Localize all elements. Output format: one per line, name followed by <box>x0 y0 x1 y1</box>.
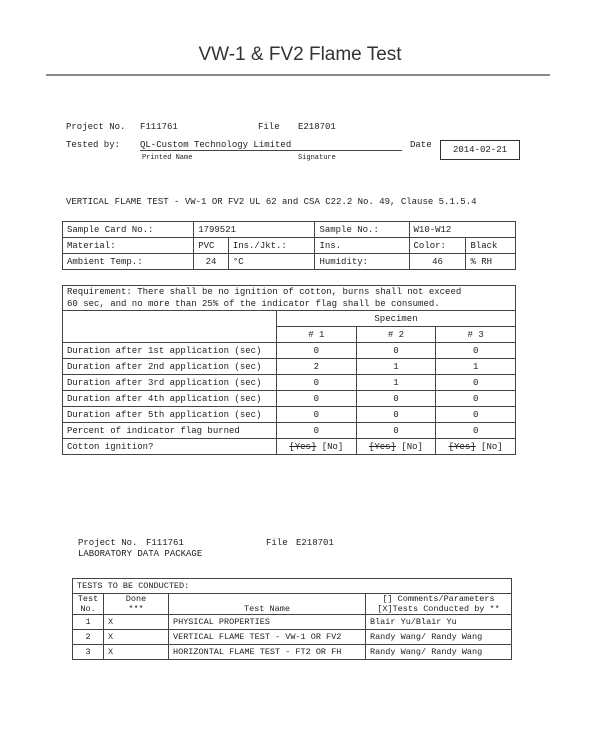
specimen-value: 0 <box>436 391 516 407</box>
row-label: Duration after 1st application (sec) <box>63 343 277 359</box>
test-heading: VERTICAL FLAME TEST - VW-1 OR FV2 UL 62 and CSA C22.2 No. 49, Clause 5.1.5.4 <box>66 197 477 207</box>
test-name: VERTICAL FLAME TEST - VW-1 OR FV2 <box>169 630 366 645</box>
cotton-cell-3 <box>436 439 516 455</box>
specimen-value: 0 <box>356 391 436 407</box>
row-label: Duration after 3rd application (sec) <box>63 375 277 391</box>
row-label: Duration after 5th application (sec) <box>63 407 277 423</box>
cotton-label: Cotton ignition? <box>63 439 277 455</box>
col-header-3: # 3 <box>436 327 516 343</box>
ins-value: Ins. <box>315 238 409 254</box>
specimen-value: 0 <box>277 391 357 407</box>
test-done: X <box>104 630 169 645</box>
cotton-yes-1: [Yes] <box>289 441 317 452</box>
ins-label: Ins./Jkt.: <box>228 238 315 254</box>
specimen-value: 1 <box>356 375 436 391</box>
col-header-2: # 2 <box>356 327 436 343</box>
test-row <box>73 615 512 630</box>
cotton-no-2: [No] <box>401 441 423 452</box>
specimen-value: 1 <box>436 359 516 375</box>
cotton-no-1: [No] <box>321 441 344 452</box>
result-row <box>63 407 516 423</box>
result-row <box>63 359 516 375</box>
tests-table <box>72 578 512 660</box>
result-row <box>63 391 516 407</box>
cotton-yes-3: [Yes] <box>448 441 476 452</box>
test-conducted-by: Randy Wang/ Randy Wang <box>365 645 511 660</box>
title-divider <box>46 74 550 76</box>
specimen-value: 0 <box>356 423 436 439</box>
specimen-value: 2 <box>277 359 357 375</box>
page-title: VW-1 & FV2 Flame Test <box>198 44 402 65</box>
humidity-value: 46 <box>409 254 466 270</box>
test-no: 2 <box>73 630 104 645</box>
comments-header: [] Comments/Parameters [X]Tests Conducted by ** <box>365 594 511 615</box>
specimen-value: 0 <box>436 343 516 359</box>
specimen-value: 0 <box>436 423 516 439</box>
lab-file-label: File <box>266 538 288 548</box>
ambient-value: 24 <box>194 254 229 270</box>
test-no: 1 <box>73 615 104 630</box>
lab-project-label: Project No. <box>78 538 138 548</box>
tested-by-value: QL-Custom Technology Limited <box>140 140 402 151</box>
printed-name-caption: Printed Name <box>142 154 193 162</box>
cotton-yes-2: [Yes] <box>368 441 396 452</box>
cotton-cell-2 <box>356 439 436 455</box>
project-label: Project No. <box>66 122 126 132</box>
card-value: 1799521 <box>194 222 315 238</box>
humidity-label: Humidity: <box>315 254 409 270</box>
requirement-line-2: 60 sec, and no more than 25% of the indicator flag shall be consumed. <box>63 298 516 311</box>
result-row <box>63 343 516 359</box>
specimen-value: 0 <box>277 343 357 359</box>
row-label: Duration after 4th application (sec) <box>63 391 277 407</box>
cotton-no-3: [No] <box>481 441 503 452</box>
specimen-value: 1 <box>356 359 436 375</box>
color-value: Black <box>466 238 516 254</box>
date-value: 2014-02-21 <box>440 140 520 160</box>
specimen-value: 0 <box>436 375 516 391</box>
specimen-value: 0 <box>277 423 357 439</box>
lab-project-no: F111761 <box>146 538 184 548</box>
ambient-unit: °C <box>228 254 315 270</box>
material-label: Material: <box>63 238 194 254</box>
test-name: PHYSICAL PROPERTIES <box>169 615 366 630</box>
sample-table <box>62 221 516 270</box>
results-table <box>62 285 516 455</box>
sample-label: Sample No.: <box>315 222 409 238</box>
test-name-header: Test Name <box>169 594 366 615</box>
result-row <box>63 375 516 391</box>
specimen-value: 0 <box>277 407 357 423</box>
specimen-label: Specimen <box>277 311 516 327</box>
result-row <box>63 423 516 439</box>
date-label: Date <box>410 140 432 150</box>
test-done: X <box>104 615 169 630</box>
lab-file-no: E218701 <box>296 538 334 548</box>
test-done: X <box>104 645 169 660</box>
row-label: Duration after 2nd application (sec) <box>63 359 277 375</box>
color-label: Color: <box>409 238 466 254</box>
requirement-line-1: Requirement: There shall be no ignition of cotton, burns shall not exceed <box>63 286 516 299</box>
cotton-cell-1 <box>277 439 357 455</box>
tested-by-label: Tested by: <box>66 140 121 150</box>
test-no-header: Test No. <box>73 594 104 615</box>
col-header-1: # 1 <box>277 327 357 343</box>
specimen-value: 0 <box>436 407 516 423</box>
test-conducted-by: Randy Wang/ Randy Wang <box>365 630 511 645</box>
sample-value: W10-W12 <box>409 222 515 238</box>
specimen-value: 0 <box>356 343 436 359</box>
test-row <box>73 645 512 660</box>
test-name: HORIZONTAL FLAME TEST - FT2 OR FH <box>169 645 366 660</box>
signature-caption: Signature <box>298 154 336 162</box>
ambient-label: Ambient Temp.: <box>63 254 194 270</box>
material-value: PVC <box>194 238 229 254</box>
file-no: E218701 <box>298 122 336 132</box>
tests-caption: TESTS TO BE CONDUCTED: <box>73 579 512 594</box>
test-row <box>73 630 512 645</box>
humidity-unit: % RH <box>466 254 516 270</box>
project-no: F111761 <box>140 122 178 132</box>
specimen-value: 0 <box>356 407 436 423</box>
test-no: 3 <box>73 645 104 660</box>
specimen-value: 0 <box>277 375 357 391</box>
test-conducted-by: Blair Yu/Blair Yu <box>365 615 511 630</box>
lab-package-label: LABORATORY DATA PACKAGE <box>78 549 203 559</box>
card-label: Sample Card No.: <box>63 222 194 238</box>
row-label: Percent of indicator flag burned <box>63 423 277 439</box>
file-label: File <box>258 122 280 132</box>
done-header: Done *** <box>104 594 169 615</box>
